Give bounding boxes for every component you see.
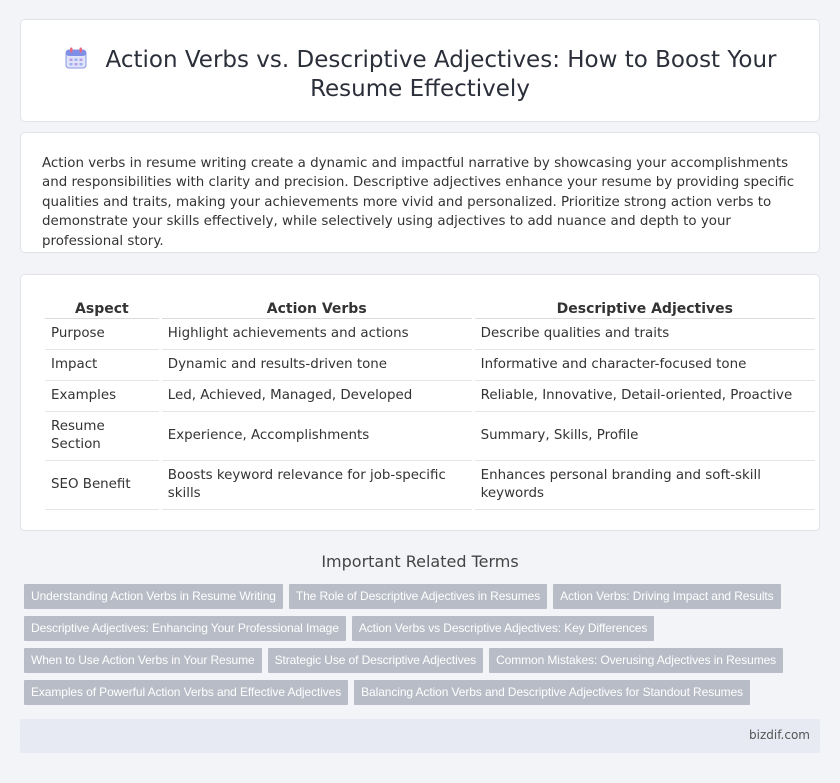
- table-row: [45, 319, 815, 350]
- page-title: [61, 46, 779, 104]
- table-cell: Resume Section: [45, 412, 159, 461]
- related-term-tag[interactable]: Understanding Action Verbs in Resume Writing: [24, 584, 283, 609]
- related-term-tag[interactable]: Examples of Powerful Action Verbs and Effective Adjectives: [24, 680, 348, 705]
- related-term-tag[interactable]: Descriptive Adjectives: Enhancing Your Professional Image: [24, 616, 346, 641]
- intro-paragraph: Action verbs in resume writing create a dynamic and impactful narrative by showcasing your accomplishments and responsibilities with clarity and precision. Descriptive adjectives enhance your resume by providing specific qualities and traits, making your achievements more vivid and personalized. Prioritize strong action verbs to demonstrate your skills effectively, while selectively using adjectives to add nuance and depth to your professional story.: [42, 156, 795, 249]
- related-term-tag[interactable]: Balancing Action Verbs and Descriptive Adjectives for Standout Resumes: [354, 680, 750, 705]
- table-cell: Summary, Skills, Profile: [475, 412, 815, 461]
- table-header-row: [45, 297, 815, 319]
- title-card: [20, 19, 820, 122]
- table-cell: Dynamic and results-driven tone: [162, 350, 472, 381]
- table-cell: Reliable, Innovative, Detail-oriented, Proactive: [475, 381, 815, 412]
- intro-card: [20, 132, 820, 253]
- related-term-tag[interactable]: When to Use Action Verbs in Your Resume: [24, 648, 262, 673]
- table-cell: Experience, Accomplishments: [162, 412, 472, 461]
- table-cell: Examples: [45, 381, 159, 412]
- table-cell: SEO Benefit: [45, 461, 159, 510]
- table-cell: Describe qualities and traits: [475, 319, 815, 350]
- table-cell: Purpose: [45, 319, 159, 350]
- table-cell: Impact: [45, 350, 159, 381]
- table-header-cell: Descriptive Adjectives: [475, 297, 815, 319]
- tag-row: [24, 648, 824, 680]
- calendar-icon: [64, 46, 88, 70]
- table-row: [45, 350, 815, 381]
- related-term-tag[interactable]: The Role of Descriptive Adjectives in Resumes: [289, 584, 547, 609]
- related-term-tag[interactable]: Strategic Use of Descriptive Adjectives: [268, 648, 484, 673]
- table-row: [45, 381, 815, 412]
- comparison-table: [42, 297, 818, 510]
- table-cell: Highlight achievements and actions: [162, 319, 472, 350]
- footer: [20, 719, 820, 753]
- related-term-tag[interactable]: Action Verbs: Driving Impact and Results: [553, 584, 780, 609]
- tag-row: [24, 680, 824, 712]
- related-term-tag[interactable]: Common Mistakes: Overusing Adjectives in Resumes: [489, 648, 783, 673]
- related-terms-heading: Important Related Terms: [321, 552, 519, 571]
- tag-row: [24, 584, 824, 616]
- tag-row: [24, 616, 824, 648]
- table-cell: Enhances personal branding and soft-skill keywords: [475, 461, 815, 510]
- comparison-table-card: [20, 274, 820, 531]
- table-cell: Boosts keyword relevance for job-specific skills: [162, 461, 472, 510]
- page-title-text: Action Verbs vs. Descriptive Adjectives: How to Boost Your Resume Effectively: [105, 47, 777, 102]
- footer-site-link[interactable]: bizdif.com: [749, 728, 810, 742]
- title-wrap: [61, 46, 779, 104]
- table-header-cell: Action Verbs: [162, 297, 472, 319]
- table-row: [45, 461, 815, 510]
- table-row: [45, 412, 815, 461]
- table-header-cell: Aspect: [45, 297, 159, 319]
- related-terms-tags: [24, 584, 824, 712]
- table-cell: Led, Achieved, Managed, Developed: [162, 381, 472, 412]
- table-cell: Informative and character-focused tone: [475, 350, 815, 381]
- related-term-tag[interactable]: Action Verbs vs Descriptive Adjectives: Key Differences: [352, 616, 654, 641]
